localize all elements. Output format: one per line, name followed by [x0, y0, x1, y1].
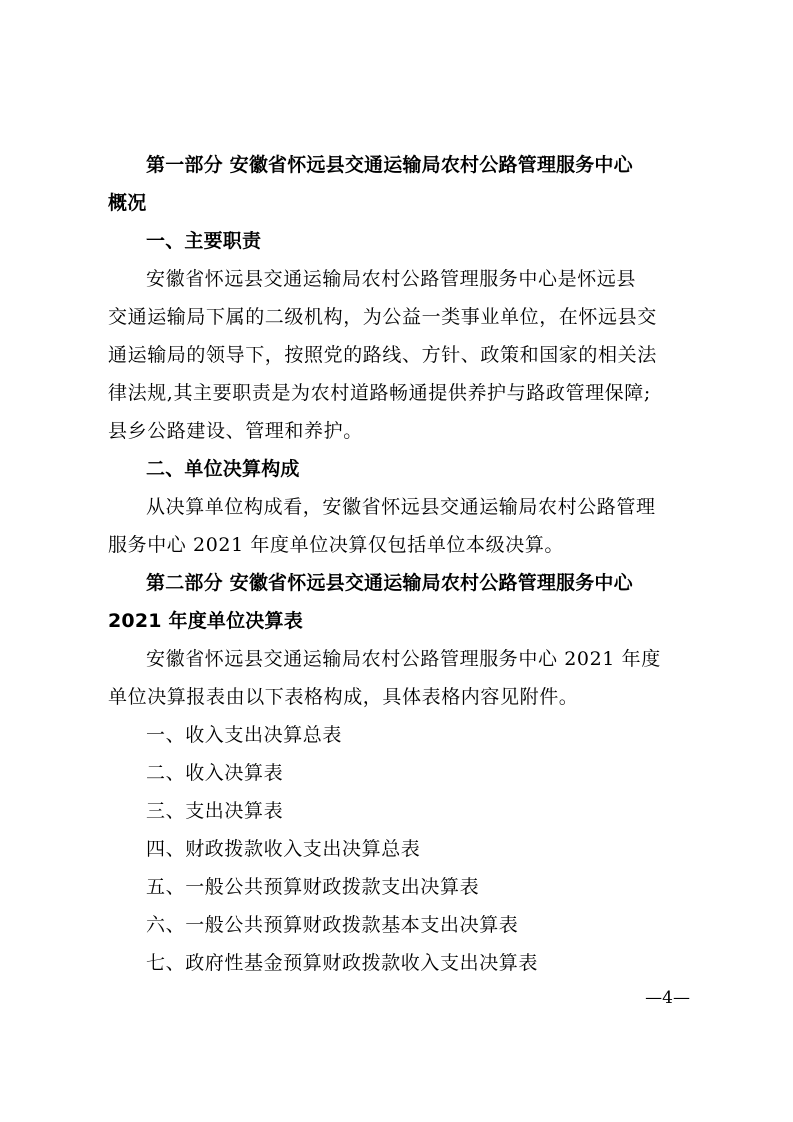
table-list-item: 七、政府性基金预算财政拨款收入支出决算表: [146, 952, 539, 974]
section1-line: 律法规,其主要职责是为农村道路畅通提供养护与路政管理保障;: [108, 382, 651, 404]
section2-line: 服务中心 2021 年度单位决算仅包括单位本级决算。: [108, 534, 565, 556]
part2-heading: 第二部分 安徽省怀远县交通运输局农村公路管理服务中心: [146, 572, 633, 594]
table-list-item: 五、一般公共预算财政拨款支出决算表: [146, 876, 480, 898]
table-list-item: 四、财政拨款收入支出决算总表: [146, 838, 421, 860]
section1-line: 交通运输局下属的二级机构，为公益一类事业单位，在怀远县交: [108, 306, 657, 328]
part2-heading-cont: 2021 年度单位决算表: [108, 610, 303, 632]
section1-line: 县乡公路建设、管理和养护。: [108, 420, 363, 442]
part1-heading-cont: 概况: [108, 192, 147, 214]
table-list-item: 一、收入支出决算总表: [146, 724, 343, 746]
table-list-item: 三、支出决算表: [146, 800, 284, 822]
part1-heading: 第一部分 安徽省怀远县交通运输局农村公路管理服务中心: [146, 154, 633, 176]
section1-line: 通运输局的领导下，按照党的路线、方针、政策和国家的相关法: [108, 344, 657, 366]
section1-line: 安徽省怀远县交通运输局农村公路管理服务中心是怀远县: [146, 268, 637, 290]
table-list-item: 六、一般公共预算财政拨款基本支出决算表: [146, 914, 519, 936]
part2-line: 安徽省怀远县交通运输局农村公路管理服务中心 2021 年度: [146, 648, 661, 670]
section2-line: 从决算单位构成看，安徽省怀远县交通运输局农村公路管理: [146, 496, 656, 518]
section2-title: 二、单位决算构成: [146, 458, 300, 480]
page-number: —4—: [645, 988, 690, 1008]
document-body: [108, 146, 690, 982]
table-list-item: 二、收入决算表: [146, 762, 284, 784]
section1-title: 一、主要职责: [146, 230, 262, 252]
part2-line: 单位决算报表由以下表格构成，具体表格内容见附件。: [108, 686, 579, 708]
